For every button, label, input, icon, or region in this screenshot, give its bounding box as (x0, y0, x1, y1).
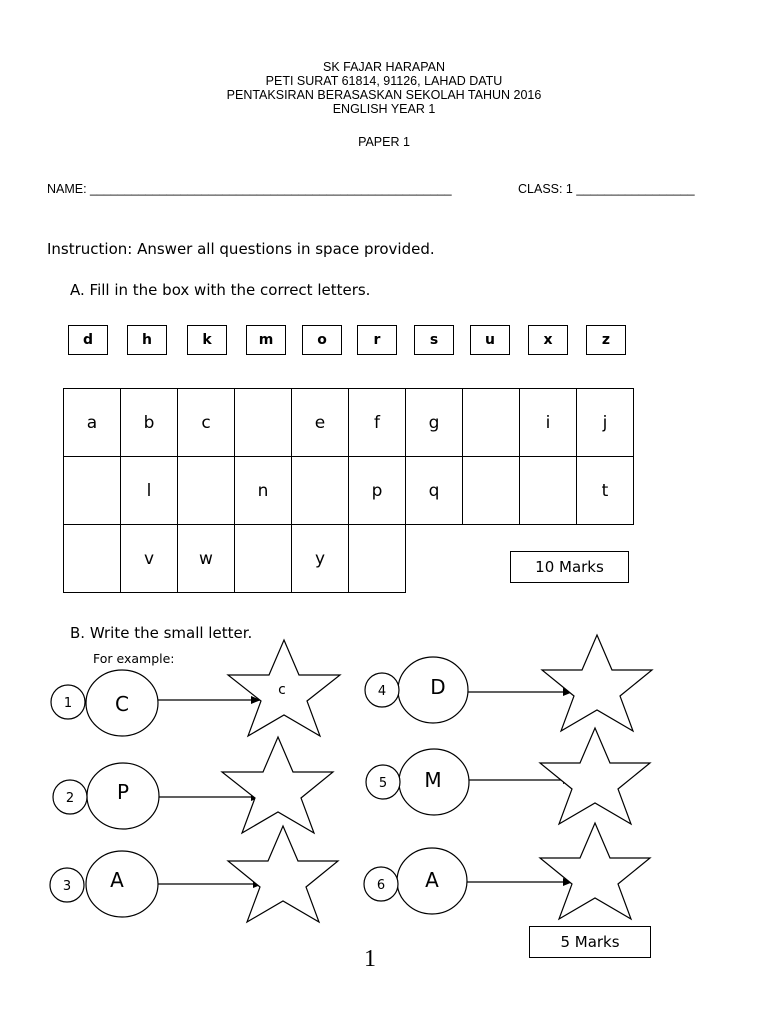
grid-cell[interactable]: g (406, 389, 463, 457)
star-answer-box (222, 737, 333, 833)
capital-letter: D (430, 675, 446, 699)
school-address: PETI SURAT 61814, 91126, LAHAD DATU (265, 74, 503, 88)
class-field: CLASS: 1 _________________ (518, 182, 695, 196)
school-name: SK FAJAR HARAPAN (322, 60, 446, 74)
letter-box: d (68, 325, 108, 355)
example-label: For example: (93, 651, 175, 666)
letter-box: m (246, 325, 286, 355)
subject-title: ENGLISH YEAR 1 (332, 102, 436, 116)
capital-letter: C (115, 692, 129, 716)
letter-box: u (470, 325, 510, 355)
assessment-title: PENTAKSIRAN BERASASKAN SEKOLAH TAHUN 2016 (226, 88, 542, 102)
grid-cell[interactable]: y (292, 525, 349, 593)
grid-cell[interactable]: t (577, 457, 634, 525)
section-b-marks: 5 Marks (529, 926, 651, 958)
star-answer-box (542, 635, 652, 731)
grid-cell[interactable]: c (178, 389, 235, 457)
item-number: 1 (63, 696, 73, 711)
capital-letter: M (424, 768, 442, 792)
section-a-marks: 10 Marks (510, 551, 629, 583)
letter-box: z (586, 325, 626, 355)
letter-box: s (414, 325, 454, 355)
grid-cell[interactable]: v (121, 525, 178, 593)
item-number: 5 (378, 776, 388, 791)
name-field: NAME: ____________________________________________________ (47, 182, 452, 196)
letter-box: k (187, 325, 227, 355)
capital-letter: A (110, 868, 124, 892)
grid-cell[interactable]: e (292, 389, 349, 457)
grid-cell[interactable]: i (520, 389, 577, 457)
grid-cell[interactable]: p (349, 457, 406, 525)
grid-cell[interactable]: q (406, 457, 463, 525)
grid-cell[interactable]: l (121, 457, 178, 525)
letter-box: o (302, 325, 342, 355)
star-answer-box (540, 728, 650, 824)
page-number: 1 (364, 946, 376, 972)
capital-letter: P (116, 780, 130, 804)
item-number: 2 (65, 791, 75, 806)
star-answer-box (540, 823, 650, 919)
section-a-title: A. Fill in the box with the correct letters. (70, 281, 371, 299)
grid-cell[interactable]: j (577, 389, 634, 457)
letter-box: x (528, 325, 568, 355)
item-number: 6 (376, 878, 386, 893)
letter-box: r (357, 325, 397, 355)
instruction-text: Instruction: Answer all questions in space provided. (47, 240, 435, 258)
item-number: 4 (377, 684, 387, 699)
star-answer-box (228, 826, 338, 922)
grid-cell[interactable]: a (64, 389, 121, 457)
capital-letter: A (425, 868, 439, 892)
paper-title: PAPER 1 (358, 135, 410, 149)
letter-box: h (127, 325, 167, 355)
example-answer: c (278, 682, 286, 698)
grid-cell[interactable]: f (349, 389, 406, 457)
grid-cell[interactable]: b (121, 389, 178, 457)
section-b-title: B. Write the small letter. (70, 624, 253, 642)
grid-cell[interactable]: w (178, 525, 235, 593)
grid-cell[interactable]: n (235, 457, 292, 525)
item-number: 3 (62, 879, 72, 894)
